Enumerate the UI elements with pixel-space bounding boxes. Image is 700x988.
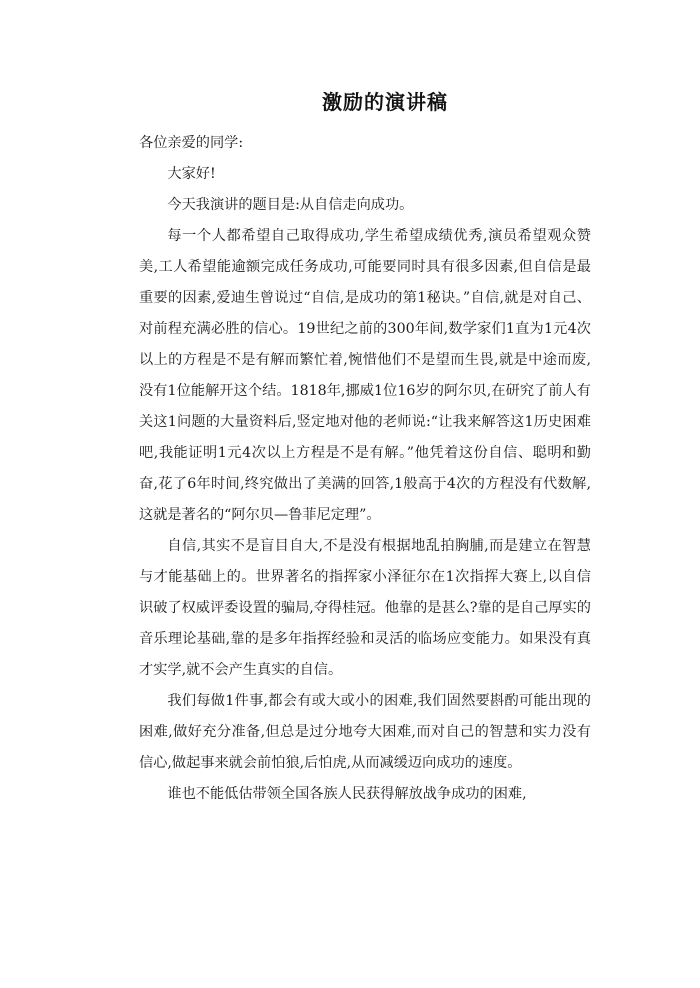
salutation: 各位亲爱的同学: — [139, 135, 244, 151]
paragraph-greeting: 大家好! — [167, 166, 216, 182]
paragraph-topic: 今天我演讲的题目是:从自信走向成功。 — [167, 197, 414, 213]
paragraph-difficulties: 我们每做1件事,都会有或大或小的困难,我们固然要斟酌可能出现的困难,做好充分准备,但总是过分地夸大困难,而对自己的智慧和实力没有信心,做起事来就会前怕狼,后怕虎,从而减缓迈向成功的速度。 — [139, 693, 591, 771]
document-body — [139, 128, 591, 810]
paragraph-closing: 谁也不能低估带领全国各族人民获得解放战争成功的困难, — [167, 786, 527, 802]
paragraph-confidence-success: 每一个人都希望自己取得成功,学生希望成绩优秀,演员希望观众赞美,工人希望能逾额完成任务成功,可能要同时具有很多因素,但自信是最重要的因素,爱迪生曾说过“自信,是成功的第1秘诀。”自信,就是对自己、对前程充满必胜的信心。19世纪之前的300年间,数学家们1直为1元4次以上的方程是不是有解而繁忙着,惋惜他们不是望而生畏,就是中途而废,没有1位能解开这个结。1818年,挪威1位16岁的阿尔贝,在研究了前人有关这1问题的大量资料后,竖定地对他的老师说:“让我来解答这1历史困难吧,我能证明1元4次以上方程是不是有解。”他凭着这份自信、聪明和勤奋,花了6年时间,终究做出了美满的回答,1般高于4次的方程没有代数解,这就是著名的“阿尔贝—鲁菲尼定理”。 — [139, 228, 591, 523]
document-title: 激励的演讲稿 — [322, 90, 448, 114]
paragraph-confidence-wisdom: 自信,其实不是盲目自大,不是没有根据地乱拍胸脯,而是建立在智慧与才能基础上的。世界著名的指挥家小泽征尔在1次指挥大赛上,以自信识破了权威评委设置的骗局,夺得桂冠。他靠的是甚么?靠的是自己厚实的音乐理论基础,靠的是多年指挥经验和灵活的临场应变能力。如果没有真才实学,就不会产生真实的自信。 — [139, 538, 591, 678]
